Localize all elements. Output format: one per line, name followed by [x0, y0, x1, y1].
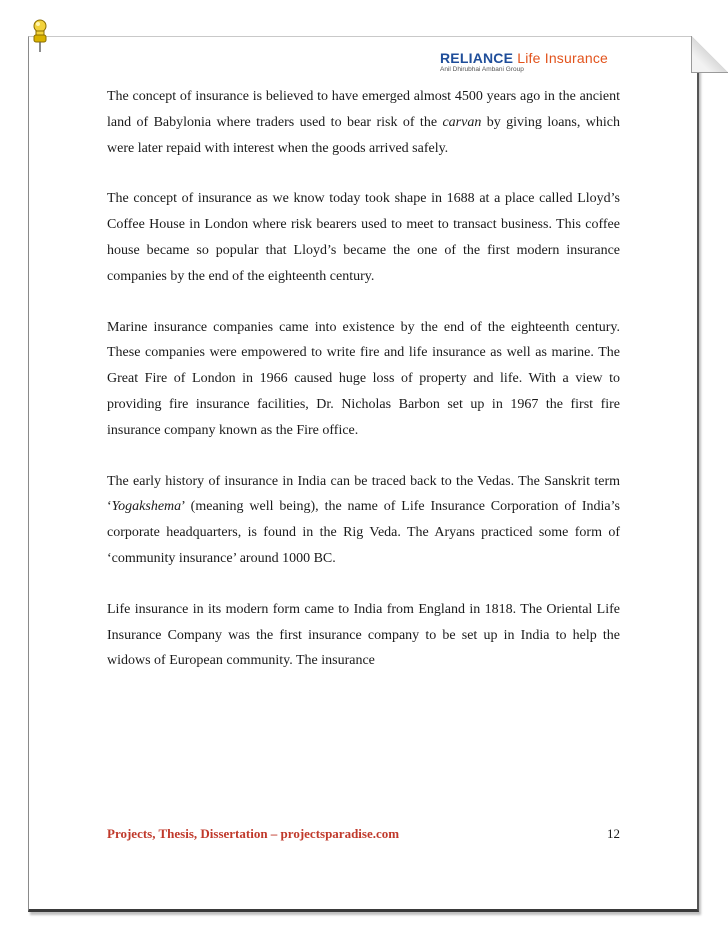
paragraph — [107, 315, 620, 444]
paragraph — [107, 597, 620, 674]
paragraph-text: Life insurance in its modern form came to India from England in 1818. The Oriental Life Insurance Company was the first insurance company to be set up in India to help the widows of European community. The insurance — [107, 601, 620, 669]
logo-brand-part1: RELIANCE — [440, 50, 514, 66]
paragraph-text: The concept of insurance is believed to have emerged almost 4500 years ago in the ancient land of Babylonia where traders used to bear risk of the — [107, 89, 620, 130]
paragraph-text: The concept of insurance as we know today took shape in 1688 at a place called Lloyd’s Coffee House in London where risk bearers used to meet to transact business. This coffee house became so popular that Lloyd’s became the one of the first modern insurance companies by the end of the eighteenth century. — [107, 191, 620, 284]
paragraph — [107, 186, 620, 289]
logo-group-text: Anil Dhirubhai Ambani Group — [440, 66, 524, 73]
paragraph-text: by giving loans, which were later repaid with interest when the goods arrived safely. — [107, 114, 621, 156]
pushpin-icon — [27, 18, 53, 54]
logo-brand — [440, 50, 608, 66]
page-number: 12 — [607, 826, 620, 841]
paragraph — [107, 84, 620, 161]
paragraph — [107, 469, 620, 572]
reliance-logo — [440, 50, 620, 76]
document-body — [107, 84, 620, 699]
italic-text: carvan — [442, 114, 482, 130]
paragraph-text: Marine insurance companies came into existence by the end of the eighteenth century. These companies were empowered to write fire and life insurance as well as marine. The Great Fire of London in 1966 caused huge loss of property and life. With a view to providing fire insurance facilities, Dr. Nicholas Barbon set up in 1967 the first fire insurance company known as the Fire office. — [107, 319, 620, 438]
logo-brand-part2: Life Insurance — [517, 50, 609, 66]
paragraph-text: ’ (meaning well being), the name of Life Insurance Corporation of India’s corporate headquarters, is found in the Rig Veda. The Aryans practiced some form of ‘community insurance’ around 1000 BC. — [107, 499, 620, 566]
paragraph-text: The early history of insurance in India can be traced back to the Vedas. The Sanskrit term ‘ — [107, 473, 620, 515]
footer-text: Projects, Thesis, Dissertation – projectsparadise.com — [107, 826, 400, 841]
italic-text: Yogakshema — [111, 499, 182, 515]
page-curl-corner — [691, 36, 728, 73]
